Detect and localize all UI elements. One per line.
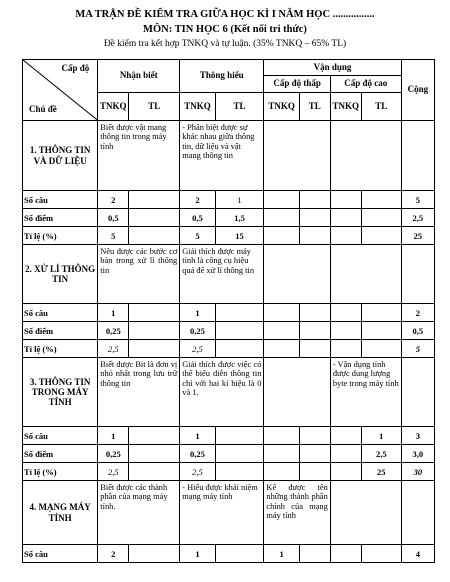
value-cell — [264, 445, 299, 463]
desc-cap-do-cao — [330, 121, 401, 191]
value-cell — [129, 463, 180, 481]
value-cell — [299, 427, 330, 445]
value-cell — [264, 304, 299, 322]
value-cell — [264, 191, 299, 209]
row-ti-le — [23, 227, 435, 245]
row-label-so-cau: Số câu — [23, 545, 98, 563]
value-cell — [361, 304, 401, 322]
total-cell: 4 — [401, 545, 434, 563]
value-cell: 2,5 — [361, 445, 401, 463]
desc-cap-do-thap — [264, 358, 330, 427]
topic-name: 2. XỬ LÍ THÔNG TIN — [23, 245, 98, 304]
value-cell — [129, 209, 180, 227]
value-cell — [215, 304, 264, 322]
value-cell — [361, 209, 401, 227]
desc-nhan-biet: Nêu được các bước cơ bản trong xử lí thông tin — [98, 245, 180, 304]
sub-header-tl: TL — [129, 93, 180, 121]
value-cell — [264, 340, 299, 358]
value-cell — [215, 445, 264, 463]
row-label-so-diem: Số điểm — [23, 209, 98, 227]
value-cell — [264, 227, 299, 245]
value-cell — [330, 427, 361, 445]
value-cell — [215, 322, 264, 340]
value-cell: 0,5 — [98, 209, 129, 227]
value-cell — [330, 340, 361, 358]
topic-name: 4. MẠNG MÁY TÍNH — [23, 481, 98, 545]
value-cell: 0,25 — [180, 445, 215, 463]
sub-header-tnkq: TNKQ — [264, 93, 299, 121]
value-cell — [299, 340, 330, 358]
value-cell: 15 — [215, 227, 264, 245]
corner-cell — [23, 60, 98, 121]
value-cell: 1 — [180, 427, 215, 445]
row-so-cau — [23, 191, 435, 209]
row-so-diem — [23, 445, 435, 463]
row-label-so-diem: Số điểm — [23, 322, 98, 340]
desc-thong-hieu: Giải thích được máy tính là công cụ hiệu quả để xử lí thông tin — [180, 245, 264, 304]
desc-thong-hieu: - Hiểu được khái niệm mạng máy tính — [180, 481, 264, 545]
value-cell: 0,25 — [180, 322, 215, 340]
value-cell — [264, 322, 299, 340]
desc-thong-hieu: - Phân biệt được sự khác nhau giữa thông tin, dữ liệu và vật mang thông tin — [180, 121, 264, 191]
value-cell — [330, 463, 361, 481]
total-cell: 5 — [401, 191, 434, 209]
desc-nhan-biet: Biết được vật mang thông tin trong máy tính — [98, 121, 180, 191]
value-cell: 1 — [180, 545, 215, 563]
header-van-dung: Vận dụng — [264, 60, 401, 76]
row-ti-le — [23, 340, 435, 358]
row-so-cau — [23, 427, 435, 445]
sub-header-tl: TL — [215, 93, 264, 121]
document-format-note: Đề kiểm tra kết hợp TNKQ và tự luận. (35% TNKQ – 65% TL) — [103, 39, 347, 49]
value-cell — [299, 463, 330, 481]
value-cell: 0,25 — [98, 445, 129, 463]
value-cell — [264, 209, 299, 227]
value-cell: 2 — [98, 191, 129, 209]
total-cell: 3 — [401, 427, 434, 445]
value-cell: 2,5 — [98, 463, 129, 481]
row-label-ti-le: Tỉ lệ (%) — [23, 463, 98, 481]
sub-header-tl: TL — [361, 93, 401, 121]
total-cell: 3,0 — [401, 445, 434, 463]
desc-nhan-biet: Biết được Bit là đơn vị nhỏ nhất trong lưu trữ thông tin — [98, 358, 180, 427]
sub-header-tnkq: TNKQ — [330, 93, 361, 121]
header-nhan-biet: Nhận biết — [98, 60, 180, 93]
value-cell — [299, 545, 330, 563]
value-cell — [299, 191, 330, 209]
value-cell — [264, 427, 299, 445]
value-cell — [129, 427, 180, 445]
value-cell — [361, 545, 401, 563]
total-cell: 30 — [401, 463, 434, 481]
value-cell — [129, 304, 180, 322]
value-cell — [215, 340, 264, 358]
total-cell: 5 — [401, 340, 434, 358]
total-cell: 25 — [401, 227, 434, 245]
row-label-so-diem: Số điểm — [23, 445, 98, 463]
value-cell — [129, 322, 180, 340]
value-cell — [129, 545, 180, 563]
corner-label-level: Cấp độ — [61, 63, 90, 73]
document-title: MA TRẬN ĐỀ KIỂM TRA GIỮA HỌC KÌ I NĂM HỌC ................ — [75, 9, 375, 20]
value-cell — [215, 427, 264, 445]
value-cell — [215, 463, 264, 481]
value-cell: 0,25 — [98, 322, 129, 340]
value-cell: 1 — [264, 545, 299, 563]
value-cell: 2 — [180, 191, 215, 209]
desc-nhan-biet: Biết được các thành phần của mạng máy tính. — [98, 481, 180, 545]
value-cell: 1 — [361, 427, 401, 445]
desc-cap-do-thap — [264, 245, 330, 304]
row-label-ti-le: Tỉ lệ (%) — [23, 227, 98, 245]
value-cell — [215, 545, 264, 563]
empty-cell — [401, 358, 434, 427]
header-cap-do-cao: Cấp độ cao — [330, 76, 401, 93]
value-cell — [299, 322, 330, 340]
value-cell — [330, 191, 361, 209]
row-label-so-cau: Số câu — [23, 191, 98, 209]
row-so-cau — [23, 545, 435, 563]
value-cell: 25 — [361, 463, 401, 481]
topic-row — [23, 245, 435, 304]
value-cell — [330, 545, 361, 563]
header-row-1 — [23, 60, 435, 76]
topic-row — [23, 481, 435, 545]
value-cell: 0,5 — [180, 209, 215, 227]
empty-cell — [401, 121, 434, 191]
value-cell — [330, 445, 361, 463]
value-cell: 2,5 — [180, 340, 215, 358]
desc-cap-do-cao: - Vận dụng tính được dung lượng byte trong máy tính — [330, 358, 401, 427]
topic-row — [23, 358, 435, 427]
value-cell — [299, 227, 330, 245]
value-cell — [330, 227, 361, 245]
value-cell — [299, 445, 330, 463]
value-cell — [361, 340, 401, 358]
desc-thong-hieu: Giải thích được việc có thể biểu diễn thông tin chỉ với hai kí hiệu là 0 và 1. — [180, 358, 264, 427]
value-cell — [361, 322, 401, 340]
total-cell: 0,5 — [401, 322, 434, 340]
row-label-ti-le: Tỉ lệ (%) — [23, 340, 98, 358]
value-cell — [299, 209, 330, 227]
row-so-diem — [23, 322, 435, 340]
row-label-so-cau: Số câu — [23, 304, 98, 322]
header-thong-hieu: Thông hiểu — [180, 60, 264, 93]
sub-header-tl: TL — [299, 93, 330, 121]
total-cell: 2,5 — [401, 209, 434, 227]
test-matrix-table — [22, 59, 435, 563]
value-cell — [330, 209, 361, 227]
corner-label-topic: Chủ đề — [29, 104, 57, 114]
value-cell: 5 — [180, 227, 215, 245]
sub-header-tnkq: TNKQ — [180, 93, 215, 121]
row-label-so-cau: Số câu — [23, 427, 98, 445]
topic-name: 3. THÔNG TIN TRONG MÁY TÍNH — [23, 358, 98, 427]
value-cell: 1,5 — [215, 209, 264, 227]
value-cell: 2,5 — [98, 340, 129, 358]
desc-cap-do-cao — [330, 481, 401, 545]
desc-cap-do-thap: Kể được tên những thành phần chính của mạng máy tính — [264, 481, 330, 545]
row-ti-le — [23, 463, 435, 481]
empty-cell — [401, 245, 434, 304]
value-cell: 2 — [98, 545, 129, 563]
value-cell — [264, 463, 299, 481]
value-cell: 1 — [98, 304, 129, 322]
value-cell — [129, 227, 180, 245]
value-cell — [361, 191, 401, 209]
row-so-diem — [23, 209, 435, 227]
value-cell — [361, 227, 401, 245]
sub-header-tnkq: TNKQ — [98, 93, 129, 121]
document-subject: MÔN: TIN HỌC 6 (Kết nối tri thức) — [143, 24, 307, 35]
header-cong: Cộng — [401, 60, 434, 121]
value-cell — [330, 304, 361, 322]
value-cell: 2,5 — [180, 463, 215, 481]
value-cell — [299, 304, 330, 322]
empty-cell — [401, 481, 434, 545]
topic-row — [23, 121, 435, 191]
value-cell — [330, 322, 361, 340]
row-so-cau — [23, 304, 435, 322]
value-cell — [129, 191, 180, 209]
value-cell: 5 — [98, 227, 129, 245]
value-cell: 1 — [215, 191, 264, 209]
desc-cap-do-thap — [264, 121, 330, 191]
desc-cap-do-cao — [330, 245, 401, 304]
value-cell — [129, 445, 180, 463]
total-cell: 2 — [401, 304, 434, 322]
header-cap-do-thap: Cấp độ thấp — [264, 76, 330, 93]
value-cell: 1 — [180, 304, 215, 322]
topic-name: 1. THÔNG TIN VÀ DỮ LIỆU — [23, 121, 98, 191]
value-cell — [129, 340, 180, 358]
value-cell: 1 — [98, 427, 129, 445]
